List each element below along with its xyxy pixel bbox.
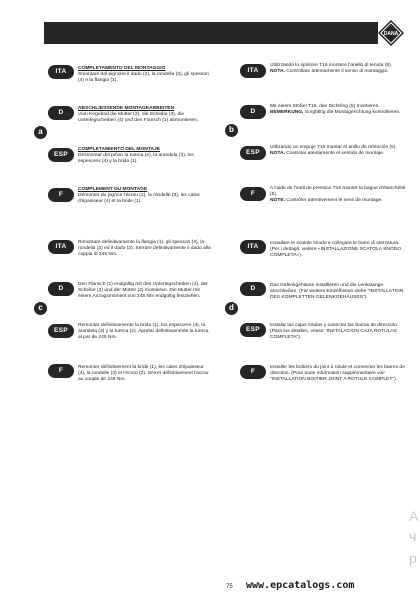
note-ita-b: Controllare attentamente il senso di montaggio. bbox=[286, 68, 389, 74]
text-esp-b bbox=[270, 145, 408, 157]
lang-badge-f-d: F bbox=[240, 365, 266, 379]
text-d-a bbox=[78, 106, 214, 123]
text-ita-c bbox=[78, 240, 212, 257]
text-ita-b bbox=[270, 63, 408, 75]
text-f-c bbox=[78, 365, 212, 382]
lang-badge-esp-c: ESP bbox=[48, 324, 74, 338]
dana-logo bbox=[378, 20, 404, 46]
body-esp-a: Desmontar del piñon la tuerca (2), la arandela (3), los espesores (4) y la brida (1). bbox=[78, 152, 194, 164]
text-esp-d bbox=[270, 323, 408, 340]
header-bar bbox=[44, 22, 378, 44]
body-esp-b: Utilizando un empuje T16 montar el anillo de retención (5). bbox=[270, 145, 397, 150]
heading-f-a: COMPLEMENT DU MONTAGE bbox=[78, 187, 148, 192]
heading-esp-a: COMPLETAMIENTO DEL MONTAJE bbox=[78, 147, 160, 152]
note-label-f-b: NOTE. bbox=[270, 197, 285, 203]
text-d-d bbox=[270, 283, 408, 300]
note-esp-b: Controlar atentamente el sentido de montaje. bbox=[286, 150, 385, 156]
text-d-c bbox=[78, 282, 212, 299]
text-ita-a bbox=[78, 66, 214, 83]
text-f-d bbox=[270, 365, 408, 382]
marker-a: a bbox=[34, 126, 47, 139]
lang-badge-f-b: F bbox=[240, 187, 266, 201]
note-f-b: Contrôler attentivement le sens de montage. bbox=[286, 197, 383, 203]
watermark-url[interactable]: www.epcatalogs.com bbox=[246, 580, 355, 591]
lang-badge-ita-b: ITA bbox=[240, 64, 266, 78]
body-ita-a: Smontare dal pignone il dado (2), la rondella (3), gli spessori (4) e la flangia (1). bbox=[78, 71, 209, 83]
body-f-a: Démonter du pignon l'écrou (2), la rondelle (3), les cales d'épaisseur (4) et la bride (1). bbox=[78, 192, 200, 204]
svg-text:DANA: DANA bbox=[383, 31, 399, 37]
edge-artifact: A bbox=[409, 508, 419, 524]
lang-badge-d-b: D bbox=[240, 105, 266, 119]
note-label-esp-b: NOTA. bbox=[270, 150, 285, 156]
lang-badge-d-d: D bbox=[240, 282, 266, 296]
body-d-a: Vom Kegelrad die Mutter (2), die Scheibe (3), die Unterlegscheiben (4) und den Flansch (1) abmontieren. bbox=[78, 111, 199, 123]
lang-badge-ita-d: ITA bbox=[240, 240, 266, 254]
body-f-c: Remonter définitivement la bride (1), les cales d'épaisseur (4), la rondelle (3) et l'écrou (2). Serrer définitivement l'écrou au couple de 245 Nm. bbox=[78, 365, 209, 382]
heading-ita-a: COMPLETAMENTO DEL MONTAGGIO bbox=[78, 66, 166, 71]
body-ita-d: Installare le scatole snodo e collegare le barre di sterzatura. (Per i dettagli, vedere «INSTALLAZIONE SCATOLA SNODO COMPLETA»). bbox=[270, 241, 402, 258]
marker-c: c bbox=[34, 302, 47, 315]
text-f-a bbox=[78, 187, 214, 204]
text-ita-d bbox=[270, 241, 408, 258]
lang-badge-d-c: D bbox=[48, 282, 74, 296]
body-f-d: Installer les boîtiers du joint à rotule et connecter les barres de direction. (Pour toute information supplémentaire voir "INSTALLATION BOITIER JOINT A ROTULE COMPLET"). bbox=[270, 365, 405, 382]
body-esp-d: Instalar las cajas rotulas y conectar las barras de dirección. (Para los detalles, vease "INSTALACION CAJA ROTULAS COMPLETA"). bbox=[270, 323, 399, 340]
text-f-b bbox=[270, 186, 408, 203]
text-esp-c bbox=[78, 323, 212, 340]
body-ita-c: Rimontare definitivamente la flangia (1), gli spessori (4), la rondella (3) ed il dado (2). Serrare definitivamente il dado alla coppia di 245 Nm. bbox=[78, 240, 211, 257]
lang-badge-d-a: D bbox=[48, 106, 74, 120]
edge-artifact: p bbox=[409, 550, 417, 566]
lang-badge-esp-a: ESP bbox=[48, 148, 74, 162]
heading-d-a: ABSCHLIESSENDE MONTAGEARBEITEN bbox=[78, 106, 175, 111]
text-esp-a bbox=[78, 147, 214, 164]
body-esp-c: Remontar definitivamente la brida (1), los espesores (4), la arandela (3) y la tuerca (2). Apretar definitivamente la tuerca al par de 245 Nm. bbox=[78, 323, 209, 340]
marker-d: d bbox=[225, 302, 238, 315]
note-label-ita-b: NOTA. bbox=[270, 68, 285, 74]
body-f-b: A l'aide de l'outil de pression T16 monter la bague d'étanchéité (5). bbox=[270, 186, 406, 197]
lang-badge-esp-b: ESP bbox=[240, 146, 266, 160]
lang-badge-ita-c: ITA bbox=[48, 240, 74, 254]
note-label-d-b: BEMERKUNG. bbox=[270, 109, 304, 115]
marker-b: b bbox=[225, 124, 238, 137]
body-d-c: Den Flansch (1) endgültig mit den Unterlegscheiben (4), der Scheibe (3) und der Mutter (2) montieren. Die Mutter mit einem Anzugsmoment von 245 Nm endgültig festziehen. bbox=[78, 282, 208, 299]
edge-artifact: ч bbox=[409, 528, 417, 544]
body-d-d: Das Gelenkgehäuse installieren und die Lenkstange anschließen. (Für weitere Einzelheiten siehe "INSTALLATION DES KOMPLETTEN GELENKGEHÄUSES"). bbox=[270, 283, 404, 300]
body-d-b: Mit einem Stößel T16, den Dichtring (5) montieren. bbox=[270, 104, 380, 109]
lang-badge-f-a: F bbox=[48, 188, 74, 202]
text-d-b bbox=[270, 104, 408, 116]
note-d-b: Sorgfältig die Montagerichtung kontrollieren. bbox=[304, 109, 401, 115]
lang-badge-esp-d: ESP bbox=[240, 323, 266, 337]
body-ita-b: Utilizzando lo spintore T16 montare l'anello di tenuta (5). bbox=[270, 63, 393, 68]
lang-badge-f-c: F bbox=[48, 364, 74, 378]
lang-badge-ita-a: ITA bbox=[48, 65, 74, 79]
page-number: 75 bbox=[226, 584, 233, 590]
